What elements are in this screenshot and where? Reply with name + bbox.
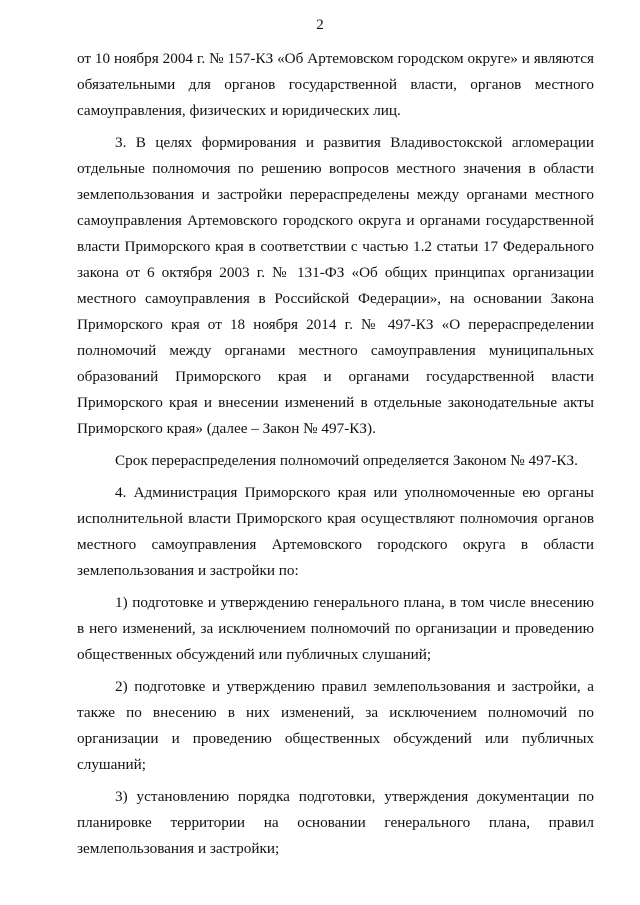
paragraph-term: Срок перераспределения полномочий определяется Законом № 497-КЗ. [115, 452, 578, 469]
paragraph-subitem-2: 2) подготовке и утверждению правил землепользования и застройки, а также по внесению в них изменений, за исключением полномочий по организации и проведению общественных обсуждений или публичных слушаний; [77, 678, 594, 773]
page-number: 2 [316, 17, 324, 33]
paragraph-subitem-1: 1) подготовке и утверждению генерального плана, в том числе внесению в него изменений, за исключением полномочий по организации и проведению общественных обсуждений или публичных слушаний; [77, 594, 594, 663]
paragraph-continuation: от 10 ноября 2004 г. № 157-КЗ «Об Артемовском городском округе» и являются обязательными для органов государственной власти, органов местного самоуправления, физических и юридических лиц. [77, 50, 594, 119]
paragraph-subitem-3: 3) установлению порядка подготовки, утверждения документации по планировке территории на основании генерального плана, правил землепользования и застройки; [77, 788, 594, 857]
document-body [77, 46, 594, 868]
paragraph-item-4: 4. Администрация Приморского края или уполномоченные ею органы исполнительной власти Приморского края осуществляют полномочия органов местного самоуправления Артемовского городского округа в области землепользования и застройки по: [77, 484, 594, 579]
paragraph-item-3: 3. В целях формирования и развития Владивостокской агломерации отдельные полномочия по решению вопросов местного значения в области землепользования и застройки перераспределены между органами местного самоуправления Артемовского городского округа и органами государственной власти Приморского края в соответствии с частью 1.2 статьи 17 Федерального закона от 6 октября 2003 г. № 131-ФЗ «Об общих принципах организации местного самоуправления в Российской Федерации», на основании Закона Приморского края от 18 ноября 2014 г. № 497-КЗ «О перераспределении полномочий между органами местного самоуправления муниципальных образований Приморского края и органами государственной власти Приморского края и внесении изменений в отдельные законодательные акты Приморского края» (далее – Закон № 497-КЗ). [77, 134, 594, 437]
